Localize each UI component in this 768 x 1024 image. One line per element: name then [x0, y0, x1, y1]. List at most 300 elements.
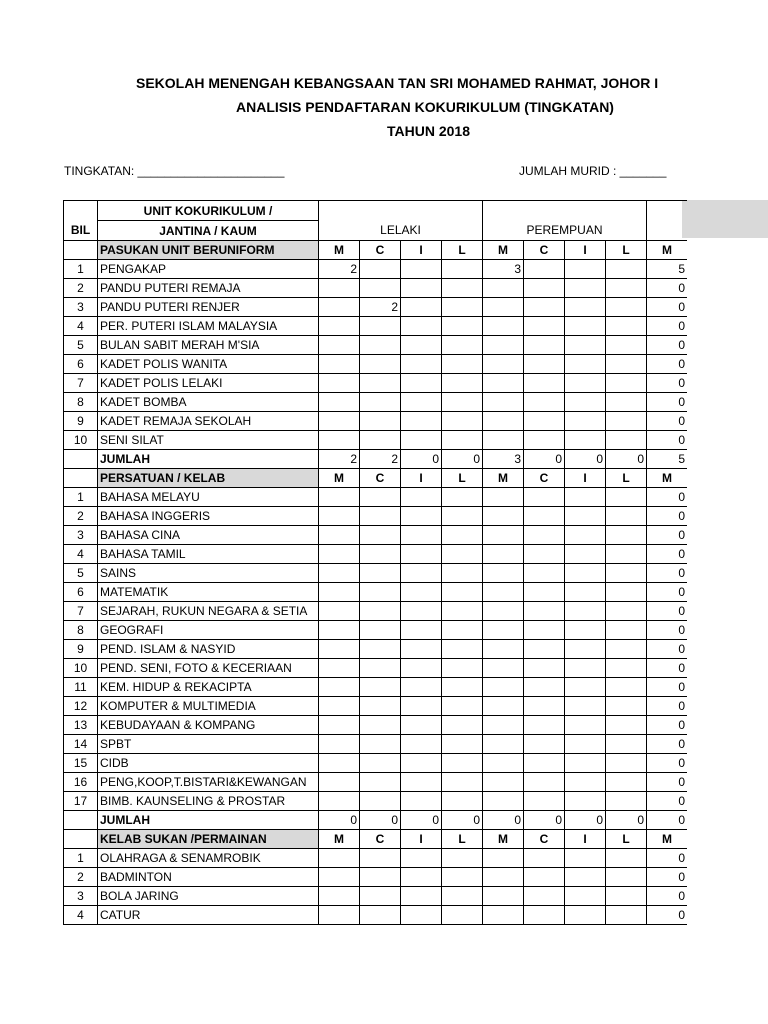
value-cell: 0 [647, 754, 688, 773]
value-cell [524, 545, 565, 564]
value-cell [319, 659, 360, 678]
row-name: GEOGRAFI [98, 621, 319, 640]
value-cell [606, 355, 647, 374]
value-cell [524, 260, 565, 279]
value-cell: 0 [647, 868, 688, 887]
value-cell [401, 621, 442, 640]
row-name: PEND. ISLAM & NASYID [98, 640, 319, 659]
column-label: I [565, 469, 606, 488]
total-value-cell: 3 [483, 450, 524, 469]
value-cell [606, 602, 647, 621]
row-bil: 3 [64, 887, 98, 906]
value-cell [606, 488, 647, 507]
value-cell [360, 773, 401, 792]
value-cell [524, 412, 565, 431]
row-bil: 6 [64, 355, 98, 374]
table-row [64, 545, 688, 564]
column-label: M [647, 830, 688, 849]
value-cell [565, 488, 606, 507]
value-cell [606, 564, 647, 583]
value-cell [606, 583, 647, 602]
value-cell [442, 659, 483, 678]
value-cell: 0 [647, 887, 688, 906]
value-cell [565, 374, 606, 393]
value-cell [360, 849, 401, 868]
value-cell [319, 754, 360, 773]
value-cell [360, 260, 401, 279]
value-cell [360, 697, 401, 716]
value-cell [360, 526, 401, 545]
value-cell [442, 868, 483, 887]
value-cell [606, 336, 647, 355]
column-label: C [360, 241, 401, 260]
value-cell [606, 735, 647, 754]
value-cell [565, 887, 606, 906]
column-label: M [483, 469, 524, 488]
column-label: C [360, 830, 401, 849]
value-cell [565, 868, 606, 887]
value-cell [319, 298, 360, 317]
value-cell [401, 697, 442, 716]
value-cell [483, 887, 524, 906]
value-cell: 0 [647, 431, 688, 450]
value-cell [319, 887, 360, 906]
section-heading: KELAB SUKAN /PERMAINAN [98, 830, 319, 849]
value-cell [360, 583, 401, 602]
value-cell [401, 887, 442, 906]
bil-header: BIL [64, 221, 98, 241]
value-cell [483, 716, 524, 735]
value-cell [524, 640, 565, 659]
value-cell [442, 754, 483, 773]
value-cell: 0 [647, 298, 688, 317]
value-cell [524, 716, 565, 735]
value-cell [319, 393, 360, 412]
row-name: SEJARAH, RUKUN NEGARA & SETIA [98, 602, 319, 621]
column-label: C [524, 469, 565, 488]
value-cell [360, 887, 401, 906]
value-cell [483, 507, 524, 526]
row-bil: 4 [64, 906, 98, 925]
total-label: JUMLAH [98, 811, 319, 830]
value-cell [401, 602, 442, 621]
value-cell [442, 621, 483, 640]
row-bil: 2 [64, 279, 98, 298]
value-cell [483, 526, 524, 545]
value-cell [442, 640, 483, 659]
value-cell: 0 [647, 545, 688, 564]
value-cell: 0 [647, 279, 688, 298]
table-row [64, 678, 688, 697]
table-row [64, 621, 688, 640]
row-bil: 8 [64, 393, 98, 412]
value-cell [360, 374, 401, 393]
value-cell: 5 [647, 260, 688, 279]
value-cell [606, 260, 647, 279]
value-cell [524, 773, 565, 792]
value-cell [360, 564, 401, 583]
value-cell [483, 336, 524, 355]
column-label: I [401, 241, 442, 260]
value-cell [401, 849, 442, 868]
column-label: L [606, 830, 647, 849]
value-cell [565, 545, 606, 564]
value-cell [319, 355, 360, 374]
value-cell [401, 412, 442, 431]
value-cell [360, 678, 401, 697]
value-cell [483, 412, 524, 431]
column-label: L [442, 469, 483, 488]
column-label: I [565, 241, 606, 260]
value-cell: 0 [647, 640, 688, 659]
value-cell [442, 773, 483, 792]
value-cell [360, 792, 401, 811]
total-value-cell: 0 [565, 811, 606, 830]
total-row [64, 450, 688, 469]
row-name: KOMPUTER & MULTIMEDIA [98, 697, 319, 716]
column-label: M [483, 241, 524, 260]
column-label: M [319, 830, 360, 849]
value-cell [442, 336, 483, 355]
registration-table [63, 200, 687, 925]
value-cell: 0 [647, 849, 688, 868]
value-cell [565, 697, 606, 716]
value-cell [606, 374, 647, 393]
value-cell [483, 792, 524, 811]
row-name: BAHASA MELAYU [98, 488, 319, 507]
value-cell [524, 602, 565, 621]
value-cell [524, 564, 565, 583]
value-cell [319, 526, 360, 545]
value-cell [565, 298, 606, 317]
value-cell [442, 431, 483, 450]
column-label: C [360, 469, 401, 488]
value-cell [319, 488, 360, 507]
section-bil-cell [64, 830, 98, 849]
row-bil: 5 [64, 564, 98, 583]
value-cell: 0 [647, 526, 688, 545]
value-cell: 0 [647, 621, 688, 640]
value-cell [606, 906, 647, 925]
value-cell [524, 317, 565, 336]
total-value-cell: 0 [606, 450, 647, 469]
value-cell [524, 659, 565, 678]
value-cell [565, 526, 606, 545]
report-title: ANALISIS PENDAFTARAN KOKURIKULUM (TINGKATAN) [236, 99, 614, 115]
value-cell [360, 906, 401, 925]
value-cell [442, 849, 483, 868]
row-name: BADMINTON [98, 868, 319, 887]
value-cell [524, 906, 565, 925]
value-cell [319, 602, 360, 621]
column-label: I [565, 830, 606, 849]
table-row [64, 640, 688, 659]
value-cell: 0 [647, 336, 688, 355]
value-cell [565, 431, 606, 450]
value-cell [319, 716, 360, 735]
value-cell [606, 792, 647, 811]
row-bil: 13 [64, 716, 98, 735]
value-cell [401, 393, 442, 412]
column-label: L [606, 469, 647, 488]
header-row-1 [64, 201, 688, 221]
column-label: L [442, 830, 483, 849]
value-cell [401, 678, 442, 697]
column-label: M [319, 469, 360, 488]
value-cell: 0 [647, 697, 688, 716]
value-cell [524, 621, 565, 640]
value-cell: 0 [647, 488, 688, 507]
value-cell [606, 640, 647, 659]
perempuan-header-top [483, 201, 647, 221]
value-cell [442, 526, 483, 545]
value-cell [524, 336, 565, 355]
total-header [647, 221, 688, 241]
value-cell [483, 659, 524, 678]
value-cell [483, 564, 524, 583]
value-cell [606, 526, 647, 545]
value-cell: 0 [647, 735, 688, 754]
value-cell [401, 716, 442, 735]
value-cell [360, 868, 401, 887]
value-cell [565, 621, 606, 640]
row-name: KEM. HIDUP & REKACIPTA [98, 678, 319, 697]
value-cell [524, 678, 565, 697]
total-value-cell: 0 [524, 450, 565, 469]
table-row [64, 374, 688, 393]
total-header-top [647, 201, 688, 221]
value-cell: 2 [319, 260, 360, 279]
row-name: BAHASA CINA [98, 526, 319, 545]
value-cell: 0 [647, 507, 688, 526]
section-header-row [64, 469, 688, 488]
total-value-cell: 2 [319, 450, 360, 469]
total-row [64, 811, 688, 830]
value-cell [565, 564, 606, 583]
value-cell [442, 260, 483, 279]
section-header-row [64, 241, 688, 260]
value-cell [483, 640, 524, 659]
value-cell [606, 298, 647, 317]
table-row [64, 887, 688, 906]
row-bil: 9 [64, 640, 98, 659]
value-cell [524, 735, 565, 754]
total-bil-cell [64, 811, 98, 830]
value-cell [565, 355, 606, 374]
value-cell [401, 735, 442, 754]
section-bil-cell [64, 469, 98, 488]
row-name: SENI SILAT [98, 431, 319, 450]
total-value-cell: 5 [647, 450, 688, 469]
table-row [64, 735, 688, 754]
value-cell [401, 507, 442, 526]
unit-header-2: JANTINA / KAUM [98, 221, 319, 241]
value-cell [565, 412, 606, 431]
value-cell [319, 374, 360, 393]
table-row [64, 317, 688, 336]
column-label: I [401, 469, 442, 488]
value-cell [319, 849, 360, 868]
value-cell [319, 564, 360, 583]
value-cell [442, 792, 483, 811]
table-row [64, 754, 688, 773]
value-cell [606, 545, 647, 564]
row-name: PENGAKAP [98, 260, 319, 279]
value-cell: 0 [647, 906, 688, 925]
section-bil-cell [64, 241, 98, 260]
value-cell [565, 849, 606, 868]
value-cell: 0 [647, 412, 688, 431]
table-row [64, 279, 688, 298]
lelaki-header-top [319, 201, 483, 221]
total-value-cell: 0 [483, 811, 524, 830]
total-value-cell: 0 [647, 811, 688, 830]
column-label: M [319, 241, 360, 260]
value-cell [401, 260, 442, 279]
value-cell [524, 697, 565, 716]
total-label: JUMLAH [98, 450, 319, 469]
value-cell [565, 659, 606, 678]
value-cell [360, 640, 401, 659]
value-cell [524, 488, 565, 507]
value-cell [524, 754, 565, 773]
row-bil: 11 [64, 678, 98, 697]
tingkatan-field: TINGKATAN: ______________________ [64, 164, 285, 178]
value-cell [524, 431, 565, 450]
row-name: BOLA JARING [98, 887, 319, 906]
value-cell [606, 317, 647, 336]
value-cell [401, 279, 442, 298]
table-row [64, 868, 688, 887]
table-row [64, 336, 688, 355]
lelaki-header: LELAKI [319, 221, 483, 241]
value-cell [442, 602, 483, 621]
value-cell: 3 [483, 260, 524, 279]
value-cell [360, 507, 401, 526]
value-cell [483, 355, 524, 374]
value-cell [319, 279, 360, 298]
row-bil: 8 [64, 621, 98, 640]
row-name: PANDU PUTERI RENJER [98, 298, 319, 317]
value-cell [565, 602, 606, 621]
row-name: PANDU PUTERI REMAJA [98, 279, 319, 298]
table-row [64, 393, 688, 412]
value-cell: 0 [647, 792, 688, 811]
row-name: BIMB. KAUNSELING & PROSTAR [98, 792, 319, 811]
value-cell: 0 [647, 564, 688, 583]
row-name: BAHASA INGGERIS [98, 507, 319, 526]
row-name: KADET BOMBA [98, 393, 319, 412]
value-cell [319, 431, 360, 450]
total-value-cell: 0 [524, 811, 565, 830]
value-cell [442, 545, 483, 564]
value-cell [483, 545, 524, 564]
table-row [64, 260, 688, 279]
value-cell [524, 526, 565, 545]
total-value-cell: 0 [606, 811, 647, 830]
value-cell [606, 412, 647, 431]
table-row [64, 298, 688, 317]
value-cell [483, 621, 524, 640]
row-bil: 10 [64, 431, 98, 450]
header-row-2 [64, 221, 688, 241]
row-bil: 1 [64, 849, 98, 868]
value-cell [360, 754, 401, 773]
value-cell [524, 355, 565, 374]
value-cell [565, 317, 606, 336]
value-cell [319, 773, 360, 792]
row-name: SPBT [98, 735, 319, 754]
value-cell [401, 298, 442, 317]
total-bil-cell [64, 450, 98, 469]
value-cell [524, 887, 565, 906]
value-cell [401, 431, 442, 450]
value-cell [401, 317, 442, 336]
value-cell [524, 849, 565, 868]
value-cell [606, 431, 647, 450]
row-bil: 9 [64, 412, 98, 431]
value-cell [442, 374, 483, 393]
total-value-cell: 0 [442, 811, 483, 830]
row-bil: 4 [64, 317, 98, 336]
value-cell [401, 583, 442, 602]
value-cell [565, 792, 606, 811]
report-year: TAHUN 2018 [387, 123, 470, 139]
value-cell [483, 868, 524, 887]
value-cell [606, 678, 647, 697]
value-cell [401, 792, 442, 811]
value-cell [565, 279, 606, 298]
row-bil: 5 [64, 336, 98, 355]
table-row [64, 773, 688, 792]
table-row [64, 583, 688, 602]
value-cell: 0 [647, 317, 688, 336]
value-cell [565, 735, 606, 754]
value-cell [524, 279, 565, 298]
value-cell [483, 298, 524, 317]
value-cell [565, 640, 606, 659]
value-cell [360, 621, 401, 640]
value-cell [565, 336, 606, 355]
column-label: M [483, 830, 524, 849]
value-cell [401, 906, 442, 925]
value-cell [401, 564, 442, 583]
value-cell [442, 355, 483, 374]
total-value-cell: 0 [401, 450, 442, 469]
row-bil: 7 [64, 602, 98, 621]
value-cell [483, 317, 524, 336]
value-cell [483, 488, 524, 507]
total-value-cell: 0 [360, 811, 401, 830]
value-cell [524, 583, 565, 602]
value-cell [524, 393, 565, 412]
value-cell [442, 678, 483, 697]
value-cell [565, 754, 606, 773]
value-cell [319, 336, 360, 355]
value-cell [401, 773, 442, 792]
row-name: MATEMATIK [98, 583, 319, 602]
row-name: KADET POLIS LELAKI [98, 374, 319, 393]
row-bil: 6 [64, 583, 98, 602]
value-cell [319, 697, 360, 716]
row-name: PER. PUTERI ISLAM MALAYSIA [98, 317, 319, 336]
column-label: L [606, 241, 647, 260]
value-cell [606, 716, 647, 735]
value-cell [319, 906, 360, 925]
value-cell [360, 393, 401, 412]
value-cell: 0 [647, 659, 688, 678]
value-cell [565, 507, 606, 526]
